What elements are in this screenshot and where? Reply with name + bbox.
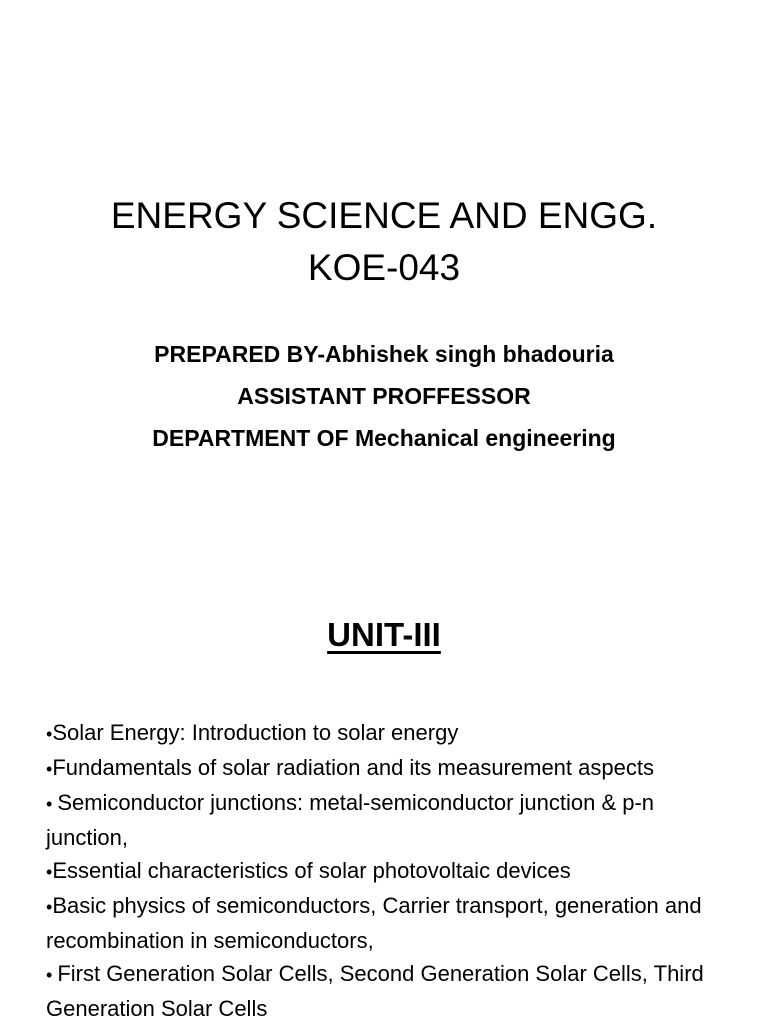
topic-text: Fundamentals of solar radiation and its measurement aspects xyxy=(52,755,654,780)
bullet-icon: • xyxy=(46,862,53,882)
slide-title xyxy=(0,190,768,294)
topic-list xyxy=(46,716,736,1024)
topic-list-item xyxy=(46,957,736,1024)
topic-text: Semiconductor junctions: metal-semiconductor junction & p-n junction, xyxy=(46,790,655,850)
topic-text: Essential characteristics of solar photovoltaic devices xyxy=(52,858,571,883)
bullet-icon: • xyxy=(46,897,53,917)
topic-list-item xyxy=(46,786,736,854)
unit-heading: UNIT-III xyxy=(327,616,441,653)
department-text: DEPARTMENT OF Mechanical engineering xyxy=(152,425,616,451)
title-line-2: KOE-043 xyxy=(307,247,461,288)
bullet-icon: • xyxy=(46,965,58,985)
bullet-icon: • xyxy=(46,759,53,779)
topic-text: First Generation Solar Cells, Second Generation Solar Cells, Third Generation Solar Cells xyxy=(46,961,704,1021)
topic-list-item xyxy=(46,889,736,957)
topic-list-item xyxy=(46,716,736,751)
designation-text: ASSISTANT PROFFESSOR xyxy=(237,383,531,409)
title-line-1: ENERGY SCIENCE AND ENGG. xyxy=(110,195,658,236)
bullet-icon: • xyxy=(46,794,58,814)
prepared-by-text: PREPARED BY-Abhishek singh bhadouria xyxy=(154,341,614,367)
bullet-icon: • xyxy=(46,724,53,744)
topic-text: Solar Energy: Introduction to solar energy xyxy=(52,720,459,745)
slide-subtitle xyxy=(0,333,768,459)
topic-list-item xyxy=(46,751,736,786)
topic-text: Basic physics of semiconductors, Carrier transport, generation and recombination in semiconductors, xyxy=(46,893,702,953)
topic-list-item xyxy=(46,854,736,889)
